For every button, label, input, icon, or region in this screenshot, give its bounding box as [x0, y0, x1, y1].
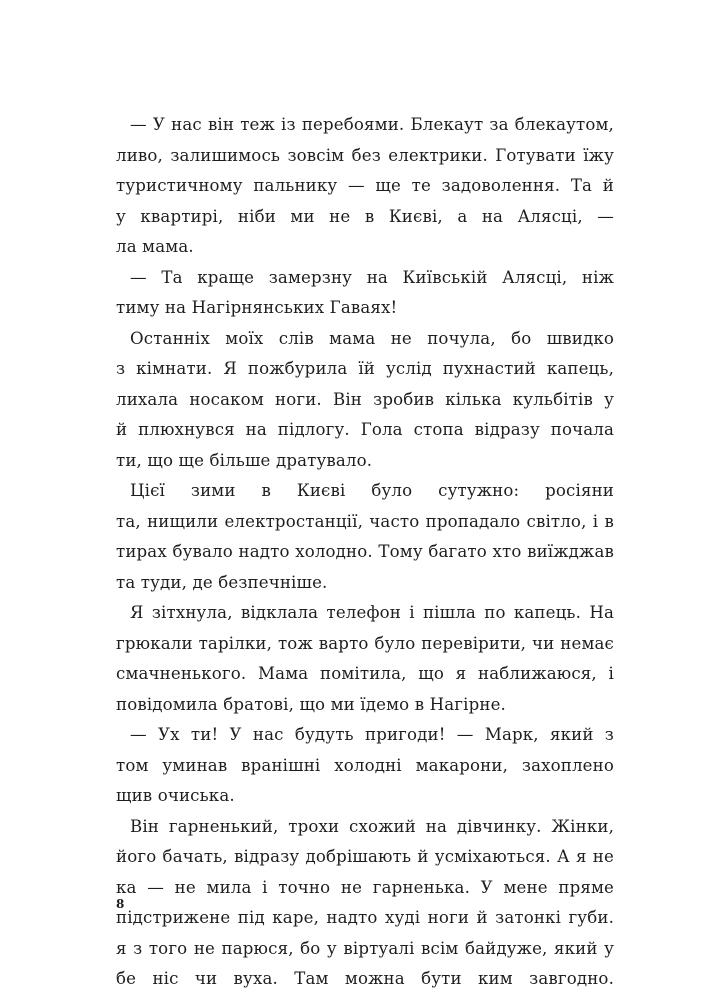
paragraph	[116, 263, 614, 324]
text-line: тирах бувало надто холодно. Тому багато хто виїжджав	[116, 542, 614, 561]
text-line: ка — не мила і точно не гарненька. У мене пряме	[116, 877, 614, 897]
text-line: том уминав вранішні холодні макарони, захоплено	[116, 755, 614, 775]
text-line: ла мама.	[116, 237, 194, 256]
text-line: Останніх моїх слів мама не почула, бо швидко	[130, 328, 614, 348]
text-line: його бачать, відразу добрішають й усміхаються. А я не	[116, 847, 614, 866]
paragraph	[116, 110, 614, 263]
paragraph	[116, 720, 614, 812]
text-line: та туди, де безпечніше.	[116, 572, 328, 592]
text-line: тиму на Нагірнянських Гаваях!	[116, 298, 398, 317]
text-line: з кімнати. Я пожбурила їй услід пухнастий капець,	[116, 359, 614, 378]
text-line: Я зітхнула, відклала телефон і пішла по капець. На	[130, 603, 614, 622]
text-line: й плюхнувся на підлогу. Гола стопа відразу почала	[116, 420, 614, 439]
text-line: смачненького. Мама помітила, що я наближаюся, і	[116, 664, 614, 683]
text-line: ти, що ще більше дратувало.	[116, 450, 373, 470]
body-text	[116, 110, 614, 995]
text-line: ливо, залишимось зовсім без електрики. Готувати їжу	[116, 145, 614, 165]
text-line: — Та краще замерзну на Київській Алясці, ніж	[130, 267, 614, 287]
text-line: — У нас він теж із перебоями. Блекаут за блекаутом,	[130, 115, 614, 134]
text-line: — Ух ти! У нас будуть пригоди! — Марк, який з	[130, 725, 614, 744]
text-line: Цієї зими в Києві було сутужно: росіяни	[130, 481, 614, 500]
text-line: я з того не парюся, бо у віртуалі всім байдуже, який у	[116, 938, 614, 958]
text-line: лихала носаком ноги. Він зробив кілька кульбітів у	[116, 389, 614, 409]
paragraph	[116, 476, 614, 598]
paragraph	[116, 812, 614, 995]
page-number: 8	[116, 897, 125, 911]
text-line: бе ніс чи вуха. Там можна бути ким завгодно.	[116, 969, 614, 988]
text-line: Він гарненький, трохи схожий на дівчинку. Жінки,	[130, 816, 614, 836]
paragraph	[116, 598, 614, 720]
text-line: підстрижене під каре, надто худі ноги й затонкі губи.	[116, 908, 614, 927]
text-line: повідомила братові, що ми їдемо в Нагірне.	[116, 694, 506, 714]
text-line: туристичному пальнику — ще те задоволення. Та й	[116, 176, 614, 195]
paragraph	[116, 324, 614, 477]
text-line: у квартирі, ніби ми не в Києві, а на Алясці, —	[116, 206, 614, 226]
text-line: та, нищили електростанції, часто пропадало світло, і в	[116, 511, 614, 531]
text-line: щив очиська.	[116, 786, 235, 805]
text-line: грюкали тарілки, тож варто було перевірити, чи немає	[116, 633, 614, 653]
